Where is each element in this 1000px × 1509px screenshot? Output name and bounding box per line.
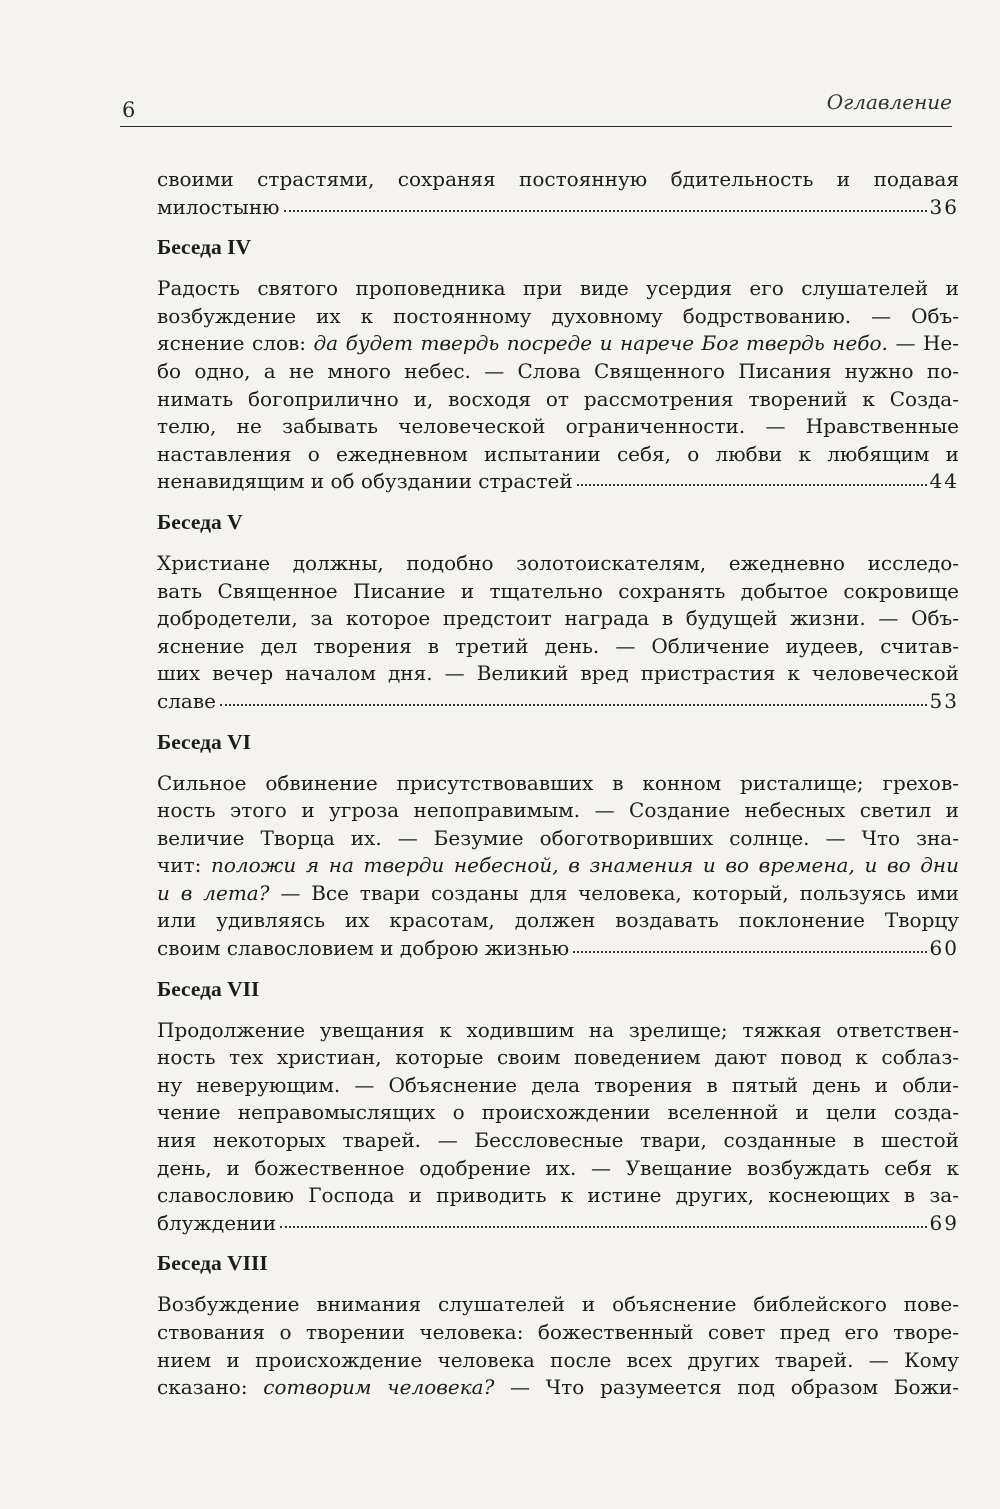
text-segment: яснение дел творения в третий день. — Обличение иудеев, считав-: [157, 633, 959, 658]
running-header: [120, 88, 952, 127]
toc-text-line: [157, 880, 959, 908]
text-segment: вать Священное Писание и тщательно сохранять добытое сокровище: [157, 578, 959, 603]
text-segment: милостыню: [157, 194, 280, 219]
chapter-description: [157, 1291, 959, 1401]
toc-text-line: [157, 441, 959, 469]
page-number: 6: [122, 98, 136, 122]
text-segment: чит:: [157, 853, 211, 878]
toc-text-line: [157, 605, 959, 633]
text-segment: нимать богоприлично и, восходя от рассмотрения творений к Созда-: [157, 386, 959, 411]
text-segment: величие Творца их. — Безумие обоготворивших солнце. — Что зна-: [157, 825, 959, 850]
text-segment: ность этого и угроза непоправимым. — Создание небесных светил и: [157, 798, 959, 823]
dot-leader: [573, 950, 926, 953]
toc-page-number: 53: [929, 688, 959, 713]
toc-text-line: [157, 303, 959, 331]
toc-text-line: [157, 633, 959, 661]
chapter-heading: Беседа V: [157, 509, 243, 534]
text-segment: бо одно, а не много небес. — Слова Священного Писания нужно по-: [157, 358, 959, 383]
text-segment: возбуждение их к постоянному духовному бодрствованию. — Объ-: [157, 303, 959, 328]
toc-entry-continuation: [157, 166, 959, 221]
text-segment: нием и происхождение человека после всех других тварей. — Кому: [157, 1347, 959, 1372]
text-segment: ненавидящим и об обуздании страстей: [157, 469, 573, 494]
dot-leader: [280, 1225, 926, 1228]
toc-text-line: [157, 194, 959, 222]
italic-quote: сотворим человека?: [263, 1375, 495, 1400]
text-segment: ния некоторых тварей. — Бессловесные твари, созданные в шестой: [157, 1128, 959, 1153]
toc-text-line: [157, 852, 959, 880]
toc-text-line: [157, 468, 959, 496]
text-segment: — Не-: [887, 331, 960, 356]
text-segment: ствования о творении человека: божественный совет пред его творе-: [157, 1320, 959, 1344]
text-segment: или удивляясь их красотам, должен воздавать поклонение Творцу: [157, 908, 959, 933]
chapter-heading: Беседа VII: [157, 976, 260, 1001]
toc-entry: [157, 1249, 959, 1401]
toc-text-line: [157, 413, 959, 441]
toc-text-line: [157, 797, 959, 825]
toc-text-line: [157, 1347, 959, 1375]
text-segment: — Что разумеется под образом Божи-: [494, 1375, 959, 1400]
chapter-description: [157, 770, 959, 963]
toc-text-line: [157, 770, 959, 798]
text-segment: ну неверующим. — Объяснение дела творения в пятый день и обли-: [157, 1072, 959, 1097]
chapter-description: [157, 550, 959, 716]
toc-text-line: [157, 660, 959, 688]
toc-page-number: 36: [929, 194, 959, 219]
toc-text-line: [157, 1374, 959, 1402]
italic-quote: да будет твердь посреде и нарече Бог твердь небо.: [313, 331, 888, 356]
text-segment: наставления о ежедневном испытании себя, о любви к любящим и: [157, 441, 959, 466]
toc-page-number: 60: [929, 936, 959, 961]
table-of-contents: [157, 166, 959, 1402]
section-title: Оглавление: [826, 90, 952, 114]
toc-page-number: 44: [929, 469, 959, 494]
toc-text-line: [157, 550, 959, 578]
toc-text-line: [157, 935, 959, 963]
toc-entry: [157, 728, 959, 963]
toc-text-line: [157, 1182, 959, 1210]
text-segment: ность тех христиан, которые своим поведением дают повод к соблаз-: [157, 1045, 959, 1070]
text-segment: блуждении: [157, 1210, 277, 1235]
italic-quote: и в лета?: [157, 880, 270, 905]
text-segment: своим славословием и доброю жизнью: [157, 936, 570, 961]
text-segment: славе: [157, 688, 216, 713]
text-segment: своими страстями, сохраняя постоянную бдительность и подавая: [157, 167, 959, 191]
toc-text-line: [157, 1210, 959, 1238]
dot-leader: [284, 209, 927, 212]
dot-leader: [577, 483, 927, 486]
text-segment: Возбуждение внимания слушателей и объяснение библейского пове-: [157, 1292, 959, 1317]
toc-text-line: [157, 1044, 959, 1072]
chapter-heading: Беседа IV: [157, 235, 251, 260]
text-segment: Радость святого проповедника при виде усердия его слушателей и: [157, 276, 959, 301]
toc-text-line: [157, 688, 959, 716]
toc-text-line: [157, 907, 959, 935]
toc-entry: [157, 975, 959, 1238]
text-segment: ших вечер началом дня. — Великий вред пристрастия к человеческой: [157, 661, 959, 686]
toc-text-line: [157, 386, 959, 414]
text-segment: Сильное обвинение присутствовавших в конном ристалище; грехов-: [157, 770, 959, 795]
toc-text-line: [157, 275, 959, 303]
chapter-heading: Беседа VIII: [157, 1251, 268, 1276]
toc-text-line: [157, 1155, 959, 1183]
text-segment: чение неправомыслящих о происхождении вселенной и цели созда-: [157, 1100, 959, 1125]
toc-text-line: [157, 1072, 959, 1100]
toc-text-line: [157, 1291, 959, 1319]
text-segment: телю, не забывать человеческой ограниченности. — Нравственные: [157, 414, 959, 439]
toc-page-number: 69: [929, 1210, 959, 1235]
toc-text-line: [157, 1017, 959, 1045]
toc-text-line: [157, 578, 959, 606]
toc-text-line: [157, 1319, 959, 1347]
chapter-description: [157, 275, 959, 496]
toc-text-line: [157, 825, 959, 853]
text-segment: яснение слов:: [157, 331, 314, 356]
toc-text-line: [157, 1127, 959, 1155]
chapter-heading: Беседа VI: [157, 729, 251, 754]
toc-entry: [157, 233, 959, 496]
dot-leader: [220, 703, 927, 706]
toc-text-line: [157, 330, 959, 358]
italic-quote: положи я на тверди небесной, в знамения и во времена, и во дни: [210, 853, 959, 878]
toc-text-line: [157, 166, 959, 194]
toc-text-line: [157, 358, 959, 386]
text-segment: добродетели, за которое предстоит награда в будущей жизни. — Объ-: [157, 606, 959, 631]
text-segment: славословию Господа и приводить к истине других, коснеющих в за-: [157, 1183, 959, 1208]
text-segment: Продолжение увещания к ходившим на зрелище; тяжкая ответствен-: [157, 1017, 959, 1042]
chapter-description: [157, 1017, 959, 1238]
toc-entry: [157, 508, 959, 716]
toc-text-line: [157, 1099, 959, 1127]
text-segment: сказано:: [157, 1375, 264, 1400]
text-segment: Христиане должны, подобно золотоискателям, ежедневно исследо-: [157, 550, 959, 575]
text-segment: день, и божественное одобрение их. — Увещание возбуждать себя к: [157, 1155, 959, 1180]
text-segment: — Все твари созданы для человека, который, пользуясь ими: [269, 880, 959, 905]
